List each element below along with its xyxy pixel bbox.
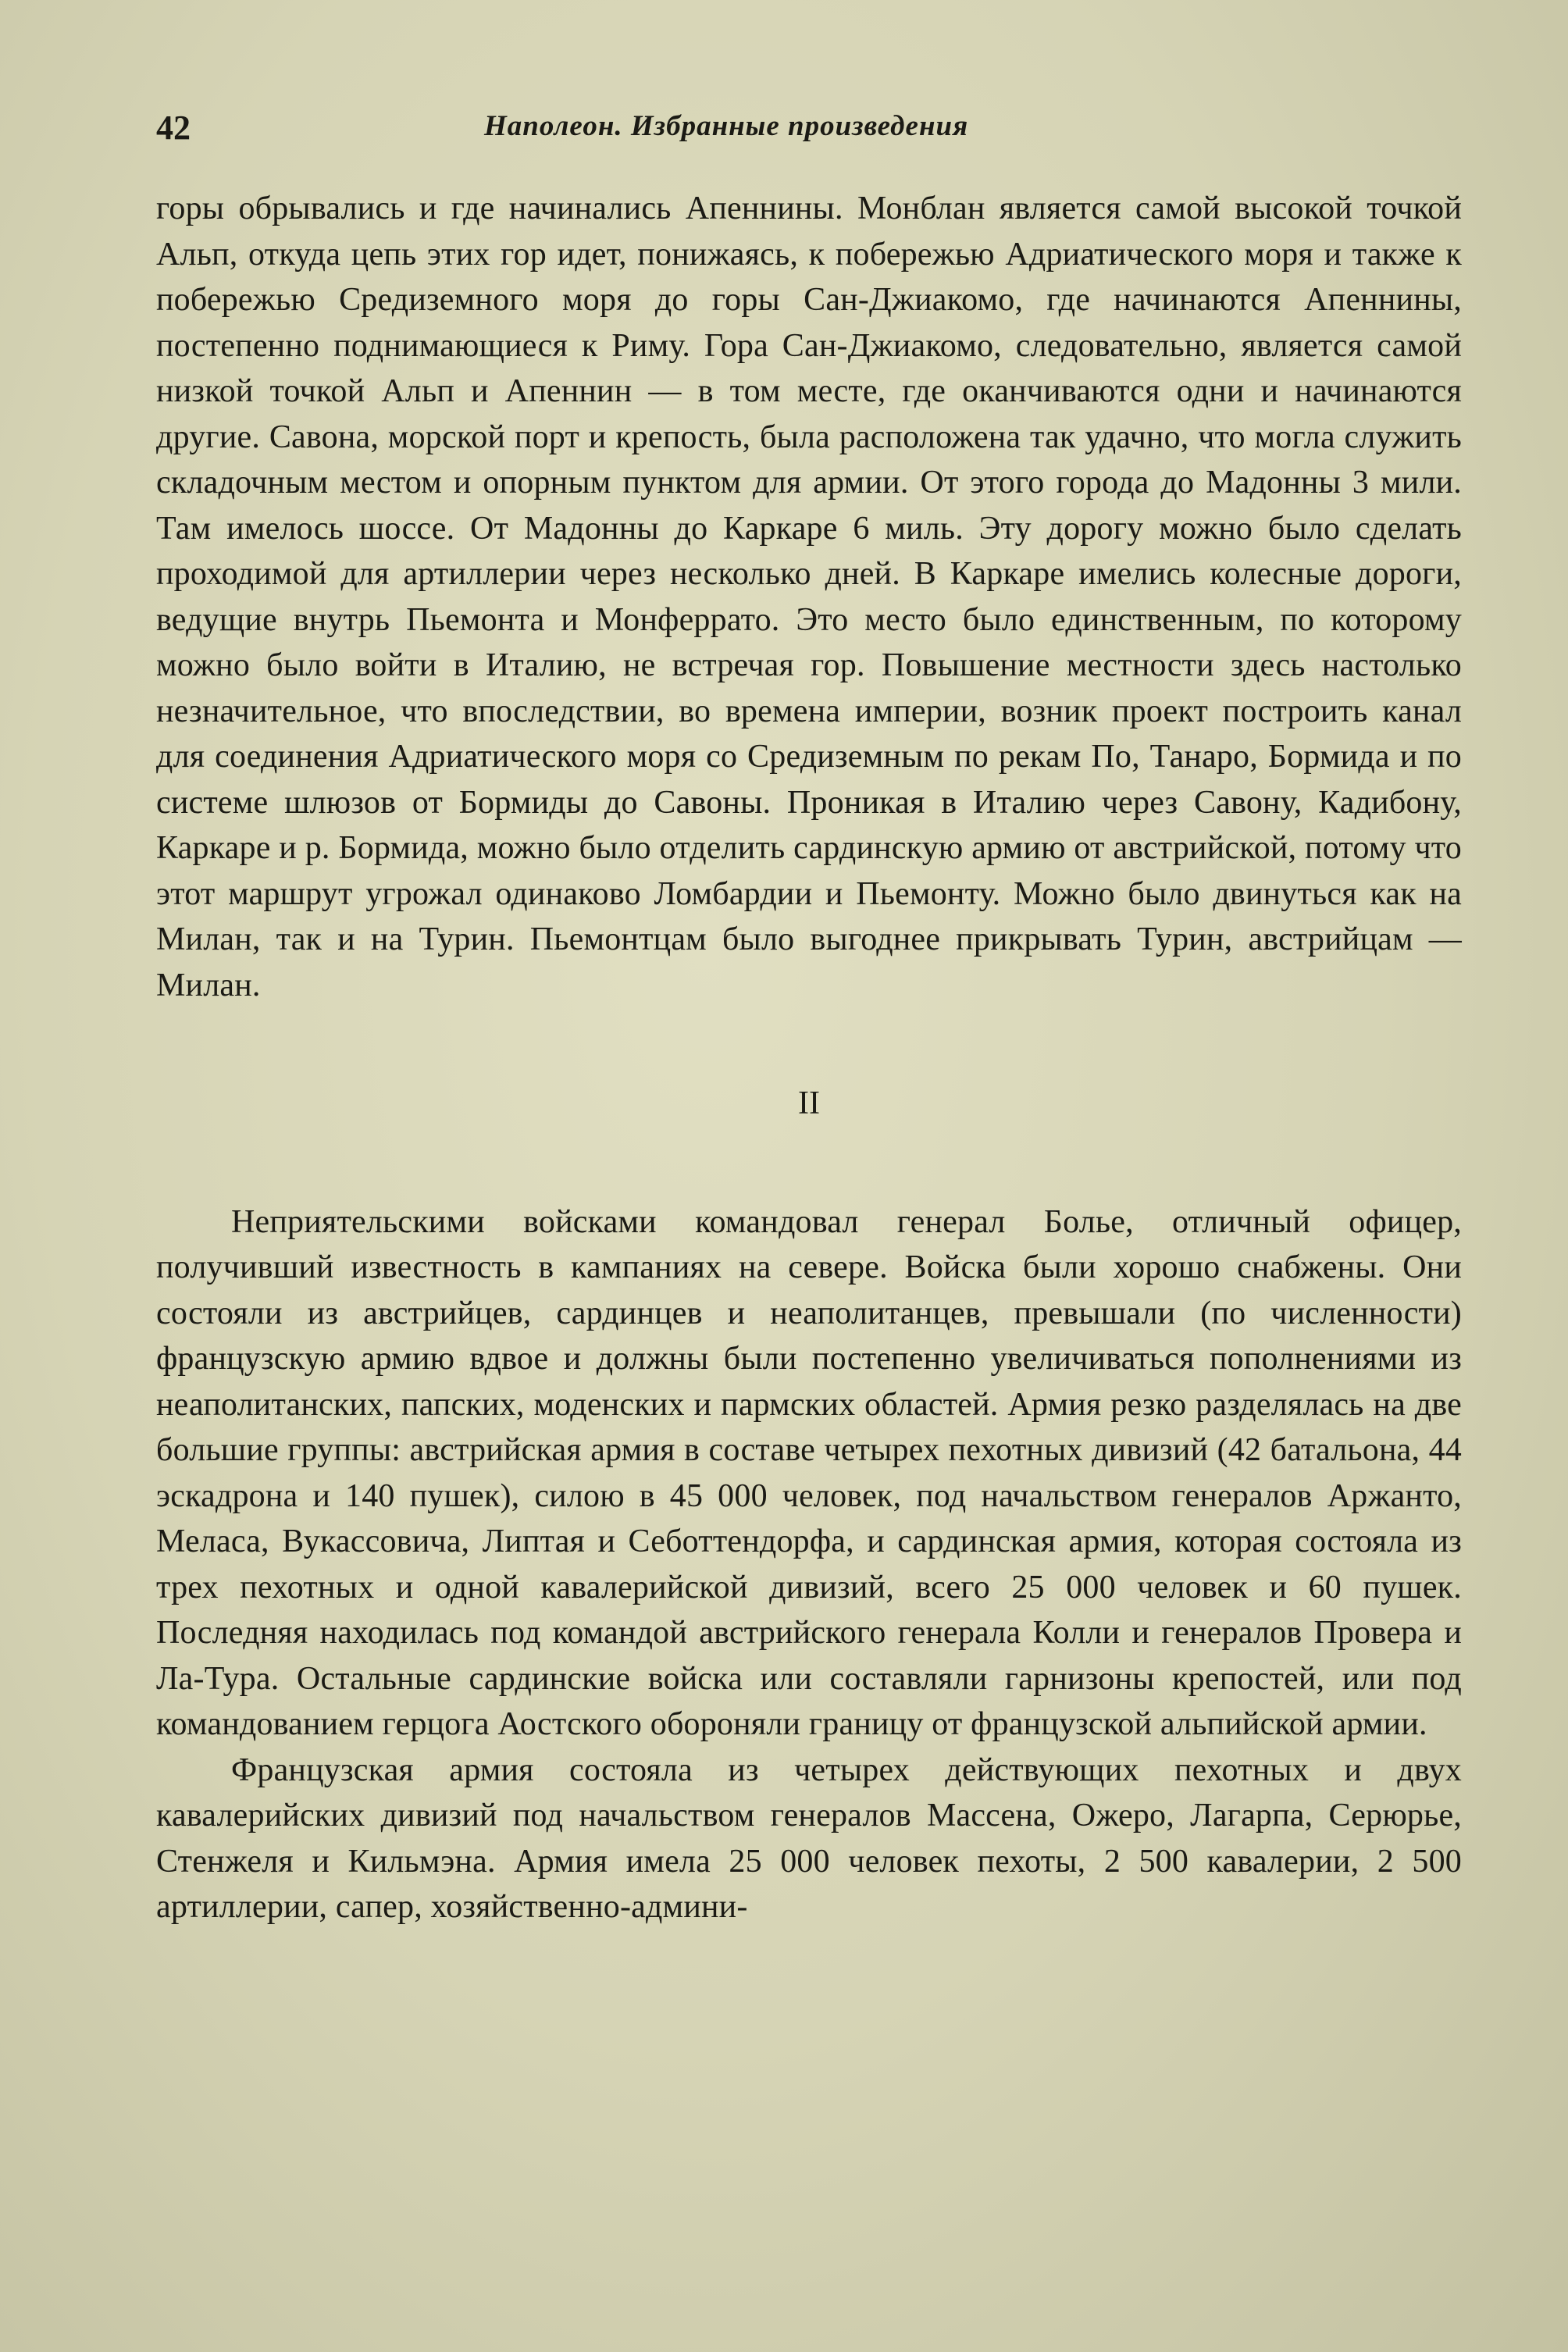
running-head	[156, 108, 1452, 155]
body-text	[156, 186, 1462, 1930]
paragraph-french-army: Французская армия состояла из четырех действующих пехотных и двух кавалерийских дивизий под начальством генералов Массена, Ожеро, Лагарпа, Серюрье, Стенжеля и Кильмэна. Армия имела 25 000 человек пехоты, 2 500 кавалерии, 2 500 артиллерии, сапер, хозяйственно-админи-	[156, 1752, 1462, 1925]
section-number: II	[798, 1085, 820, 1121]
running-title: Наполеон. Избранные произведения	[484, 110, 969, 142]
paragraph-enemy-forces: Неприятельскими войсками командовал генерал Болье, отличный офицер, получивший известность в кампаниях на севере. Войска были хорошо снабжены. Они состояли из австрийцев, сардинцев и неаполитанцев, превышали (по численности) французскую армию вдвое и должны были постепенно увеличиваться пополнениями из неаполитанских, папских, моденских и пармских областей. Армия резко разделялась на две большие группы: австрийская армия в составе четырех пехотных дивизий (42 батальона, 44 эскадрона и 140 пушек), силою в 45 000 человек, под начальством генералов Аржанто, Меласа, Вукассовича, Липтая и Себоттендорфа, и сардинская армия, которая состояла из трех пехотных и одной кавалерийской дивизий, всего 25 000 человек и 60 пушек. Последняя находилась под командой австрийского генерала Колли и генералов Провера и Ла-Тура. Остальные сардинские войска или составляли гарнизоны крепостей, или под командованием герцога Аостского обороняли границу от французской альпийской армии.	[156, 1203, 1462, 1742]
page-number: 42	[156, 109, 191, 147]
paragraph-continued: горы обрывались и где начинались Апеннины. Монблан является самой высокой точкой Альп, откуда цепь этих гор идет, понижаясь, к побережью Адриатического моря и также к побережью Средиземного моря до горы Сан-Джиакомо, где начинаются Апеннины, постепенно поднимающиеся к Риму. Гора Сан-Джиакомо, следовательно, является самой низкой точкой Альп и Апеннин — в том месте, где оканчиваются одни и начинаются другие. Савона, морской порт и крепость, была расположена так удачно, что могла служить складочным местом и опорным пунктом для армии. От этого города до Мадонны 3 мили. Там имелось шоссе. От Мадонны до Каркаре 6 миль. Эту дорогу можно было сделать проходимой для артиллерии через несколько дней. В Каркаре имелись колесные дороги, ведущие внутрь Пьемонта и Монферрато. Это место было единственным, по которому можно было войти в Италию, не встречая гор. Повышение местности здесь настолько незначительное, что впоследствии, во времена империи, возник проект построить канал для соединения Адриатического моря со Средиземным по рекам По, Танаро, Бормида и по системе шлюзов от Бормиды до Савоны. Проникая в Италию через Савону, Кадибону, Каркаре и р. Бормида, можно было отделить сардинскую армию от австрийской, потому что этот маршрут угрожал одинаково Ломбардии и Пьемонту. Можно было двинуться как на Милан, так и на Турин. Пьемонтцам было выгоднее прикрывать Турин, австрийцам — Милан.	[156, 191, 1462, 1003]
